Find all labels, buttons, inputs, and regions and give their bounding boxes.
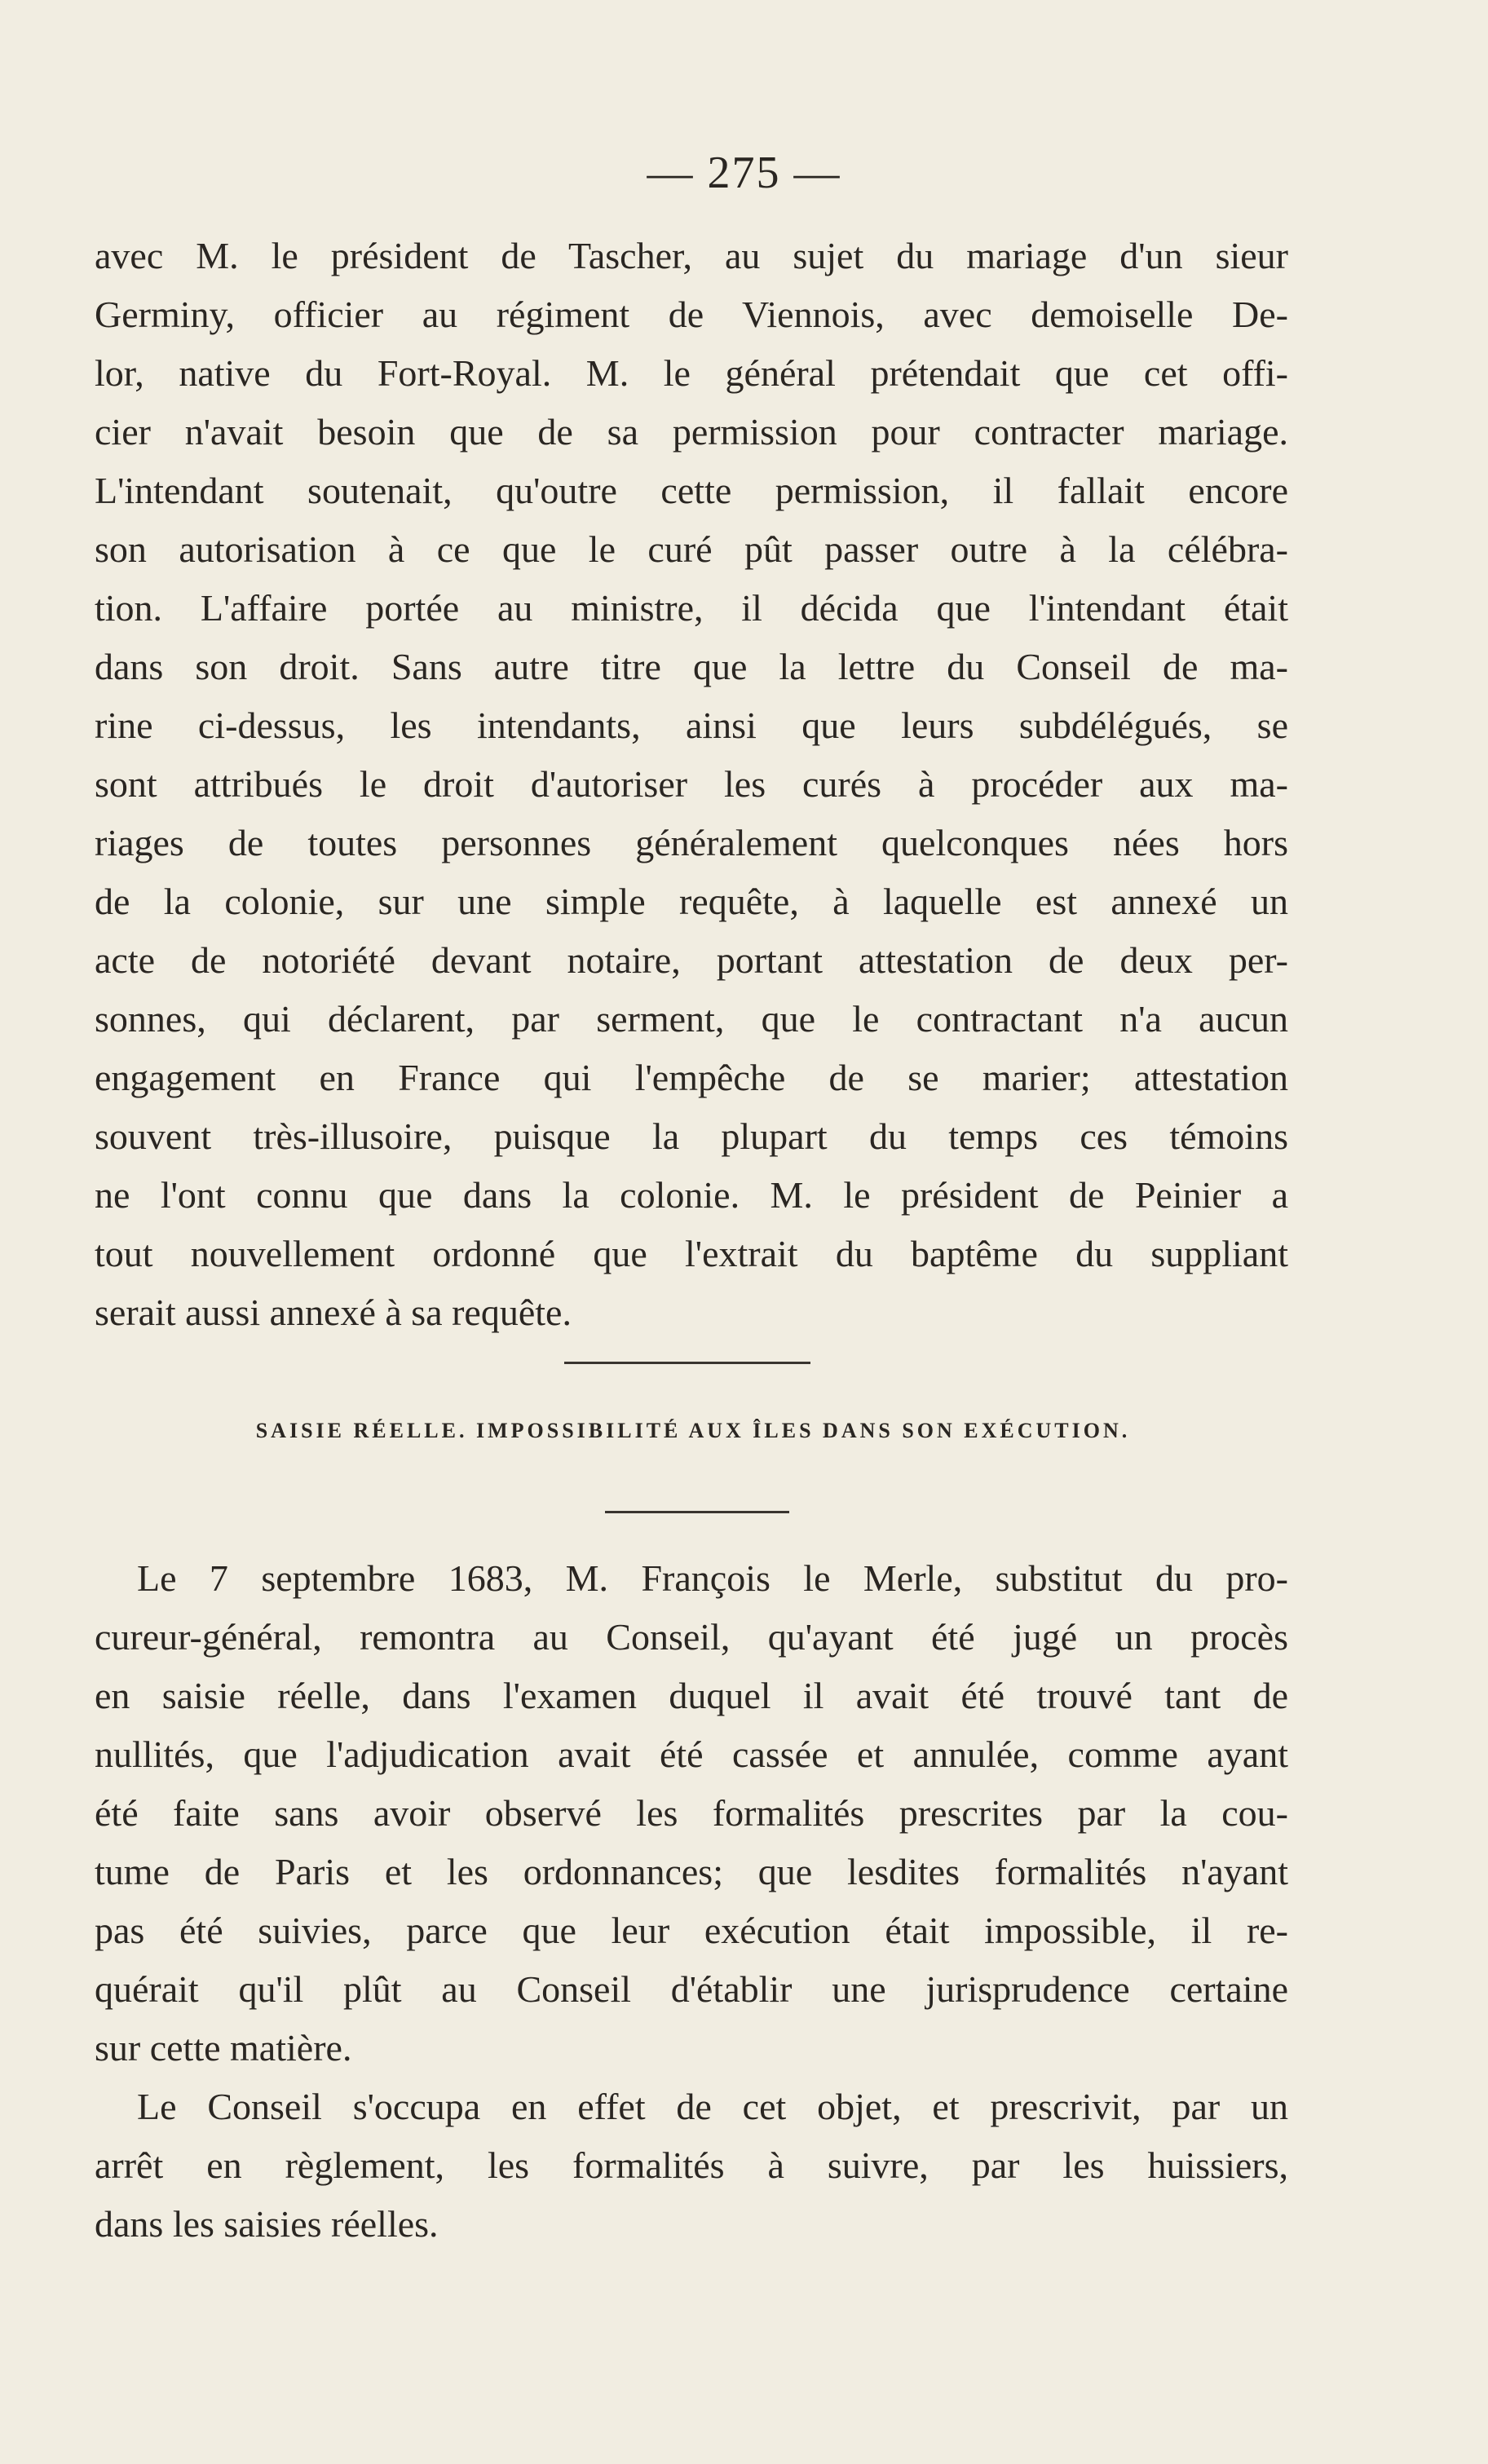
page-number: — 275 — <box>647 148 841 198</box>
paragraph-2 <box>95 1549 1288 2254</box>
section-heading: SAISIE RÉELLE. IMPOSSIBILITÉ AUX ÎLES DANS SON EXÉCUTION. <box>255 1419 1131 1442</box>
text-line: sonnes, qui déclarent, par serment, que le contractant n'a aucun <box>95 998 1288 1040</box>
text-line: Germiny, officier au régiment de Viennois, avec demoiselle De- <box>95 294 1288 335</box>
text-line: tout nouvellement ordonné que l'extrait du baptême du suppliant <box>95 1233 1288 1274</box>
text-line: L'intendant soutenait, qu'outre cette permission, il fallait encore <box>95 470 1288 511</box>
text-line: acte de notoriété devant notaire, portant attestation de deux per- <box>95 939 1288 981</box>
text-line: été faite sans avoir observé les formalités prescrites par la cou- <box>95 1792 1288 1834</box>
text-line: cureur-général, remontra au Conseil, qu'ayant été jugé un procès <box>95 1616 1288 1658</box>
text-line: sur cette matière. <box>95 2027 352 2069</box>
text-line: rine ci-dessus, les intendants, ainsi que leurs subdélégués, se <box>95 704 1288 746</box>
text-line: riages de toutes personnes généralement quelconques nées hors <box>95 822 1288 863</box>
text-line: avec M. le président de Tascher, au sujet du mariage d'un sieur <box>95 235 1288 276</box>
text-line: quérait qu'il plût au Conseil d'établir une jurisprudence certaine <box>95 1968 1288 2010</box>
text-line: cier n'avait besoin que de sa permission pour contracter mariage. <box>95 411 1288 453</box>
text-line: en saisie réelle, dans l'examen duquel il avait été trouvé tant de <box>95 1675 1288 1716</box>
text-line: souvent très-illusoire, puisque la plupart du temps ces témoins <box>95 1115 1288 1157</box>
text-line: son autorisation à ce que le curé pût passer outre à la célébra- <box>95 528 1288 570</box>
section-divider-bottom <box>605 1511 789 1513</box>
text-line: de la colonie, sur une simple requête, à laquelle est annexé un <box>95 881 1288 922</box>
text-line: dans les saisies réelles. <box>95 2203 439 2245</box>
text-line: Le 7 septembre 1683, M. François le Merle, substitut du pro- <box>137 1557 1288 1599</box>
text-line: tion. L'affaire portée au ministre, il décida que l'intendant était <box>95 587 1288 629</box>
text-line: arrêt en règlement, les formalités à suivre, par les huissiers, <box>95 2144 1288 2186</box>
text-line: tume de Paris et les ordonnances; que lesdites formalités n'ayant <box>95 1851 1288 1892</box>
text-line: engagement en France qui l'empêche de se marier; attestation <box>95 1057 1288 1098</box>
section-divider-top <box>564 1362 810 1364</box>
text-line: serait aussi annexé à sa requête. <box>95 1292 572 1333</box>
text-line: ne l'ont connu que dans la colonie. M. le président de Peinier a <box>95 1174 1288 1216</box>
text-line: lor, native du Fort-Royal. M. le général prétendait que cet offi- <box>95 352 1288 394</box>
text-line: pas été suivies, parce que leur exécution était impossible, il re- <box>95 1910 1288 1951</box>
text-line: nullités, que l'adjudication avait été cassée et annulée, comme ayant <box>95 1733 1288 1775</box>
text-line: Le Conseil s'occupa en effet de cet objet, et prescrivit, par un <box>137 2086 1288 2127</box>
paragraph-1 <box>95 227 1288 1342</box>
text-line: dans son droit. Sans autre titre que la lettre du Conseil de ma- <box>95 646 1288 687</box>
text-line: sont attribués le droit d'autoriser les curés à procéder aux ma- <box>95 763 1288 805</box>
